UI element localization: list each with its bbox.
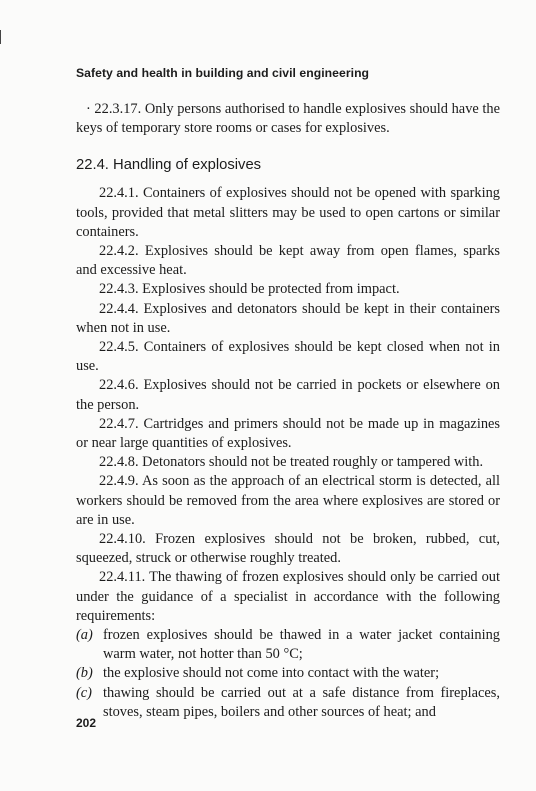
paragraph-22-4-11: 22.4.11. The thawing of frozen explosives should only be carried out under the guidance of a specialist in accordance with the following requirements: <box>76 569 500 624</box>
paragraph-22-4-5: 22.4.5. Containers of explosives should be kept closed when not in use. <box>76 339 500 375</box>
requirement-item-a <box>76 626 500 664</box>
section-heading: 22.4. Handling of explosives <box>76 157 262 174</box>
paragraph-22-3-17: · 22.3.17. Only persons authorised to handle explosives should have the keys of temporary store rooms or cases for explosives. <box>76 101 500 137</box>
paragraph-22-4-9: 22.4.9. As soon as the approach of an electrical storm is detected, all workers should be removed from the area where explosives are stored or are in use. <box>76 473 500 528</box>
paragraph-22-4-10: 22.4.10. Frozen explosives should not be broken, rubbed, cut, squeezed, struck or otherwise roughly treated. <box>76 531 500 567</box>
paragraph-22-4-6: 22.4.6. Explosives should not be carried in pockets or elsewhere on the person. <box>76 377 500 413</box>
requirement-item-b <box>76 664 500 683</box>
page-number: 202 <box>76 716 97 730</box>
requirement-marker: (b) <box>76 665 93 682</box>
paragraph-22-4-4: 22.4.4. Explosives and detonators should be kept in their containers when not in use. <box>76 300 500 336</box>
paragraph-22-4-7: 22.4.7. Cartridges and primers should not be made up in magazines or near large quantities of explosives. <box>76 415 500 452</box>
paragraph-22-4-1: 22.4.1. Containers of explosives should not be opened with sparking tools, provided that metal slitters may be used to open cartons or similar containers. <box>76 185 500 240</box>
requirement-marker: (a) <box>76 627 93 644</box>
requirement-text: the explosive should not come into contact with the water; <box>103 665 440 682</box>
requirement-text: frozen explosives should be thawed in a water jacket containing warm water, not hotter than 50 °C; <box>103 627 500 663</box>
paragraph-22-4-3: 22.4.3. Explosives should be protected from impact. <box>99 281 400 298</box>
scan-edge-mark <box>0 30 1 44</box>
running-head: Safety and health in building and civil engineering <box>76 66 370 80</box>
paragraph-22-4-2: 22.4.2. Explosives should be kept away from open flames, sparks and excessive heat. <box>76 243 500 279</box>
page-body <box>76 100 500 722</box>
requirement-item-c <box>76 684 500 722</box>
requirement-text: thawing should be carried out at a safe distance from fireplaces, stoves, steam pipes, boilers and other sources of heat; and <box>103 684 500 720</box>
paragraph-22-4-8: 22.4.8. Detonators should not be treated roughly or tampered with. <box>99 454 484 471</box>
requirement-marker: (c) <box>76 684 92 701</box>
